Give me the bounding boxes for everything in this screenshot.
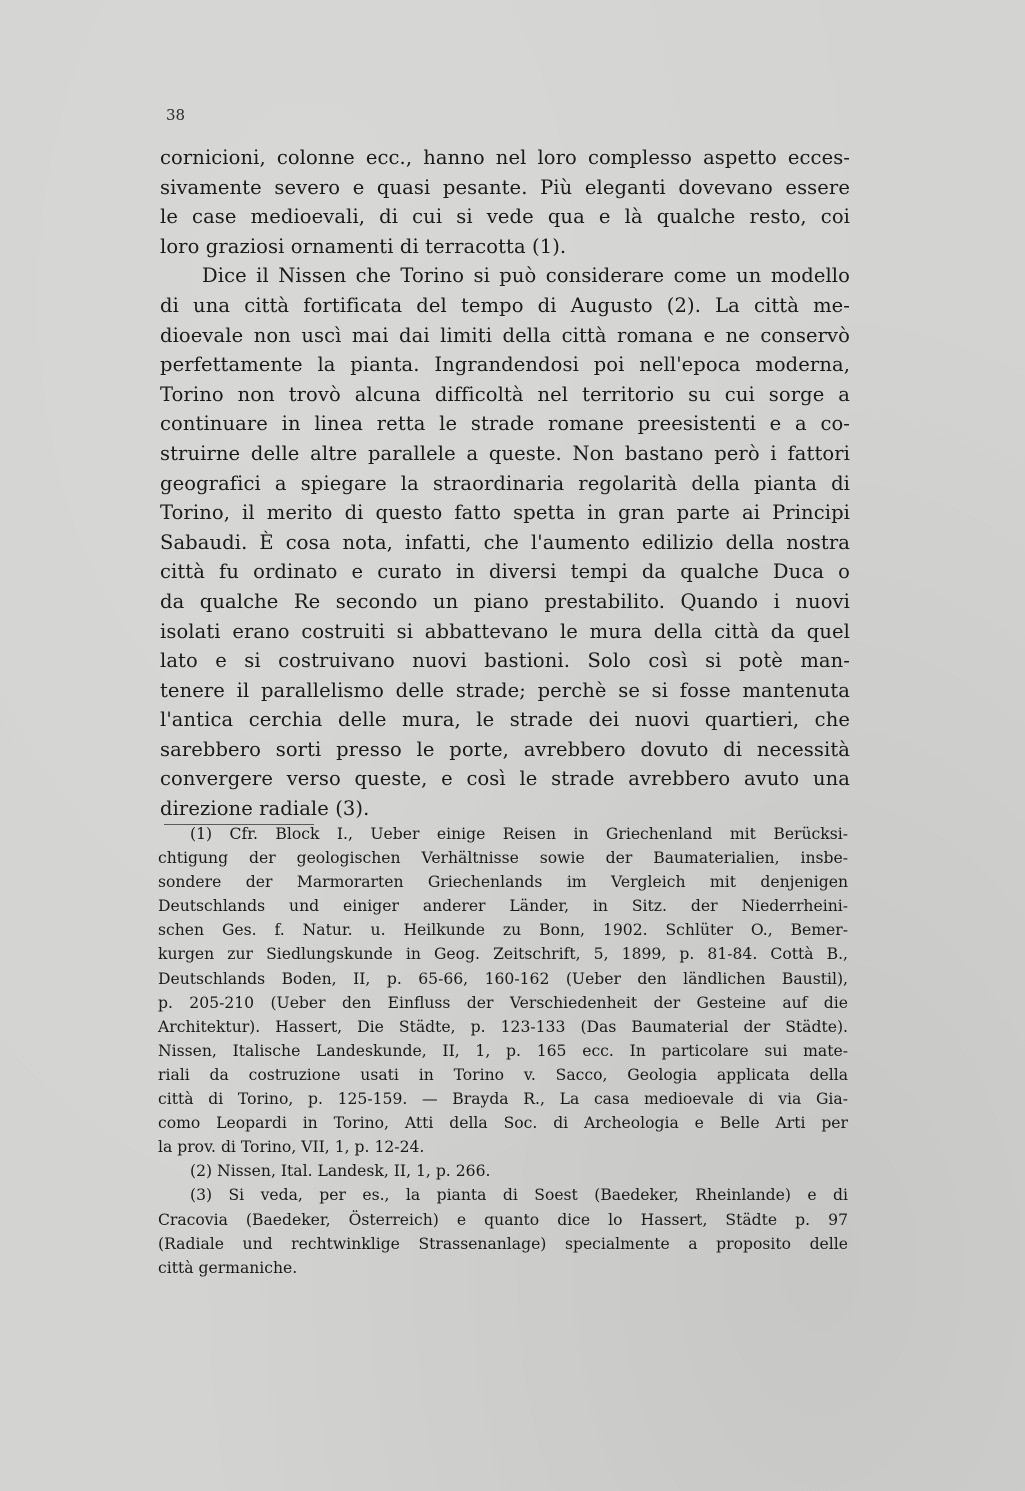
page-number: 38 (166, 106, 186, 124)
footnote-line: (Radiale und rechtwinklige Strassenanlage) specialmente a proposito delle (158, 1234, 848, 1253)
body-line: Sabaudi. È cosa nota, infatti, che l'aumento edilizio della nostra (160, 530, 850, 554)
body-line: sivamente severo e quasi pesante. Più eleganti dovevano essere (160, 175, 850, 199)
footnote-line: la prov. di Torino, VII, 1, p. 12-24. (158, 1138, 425, 1157)
body-line: sarebbero sorti presso le porte, avrebbero dovuto di necessità (160, 737, 850, 761)
body-line: direzione radiale (3). (160, 797, 370, 821)
footnote-line: Cracovia (Baedeker, Österreich) e quanto dice lo Hassert, Städte p. 97 (158, 1210, 848, 1229)
body-text (160, 143, 850, 824)
footnote-line: p. 205-210 (Ueber den Einfluss der Verschiedenheit der Gesteine auf die (158, 993, 848, 1012)
body-line: convergere verso queste, e così le strade avrebbero avuto una (160, 767, 850, 791)
footnote-line: Deutschlands Boden, II, p. 65-66, 160-162 (Ueber den ländlichen Baustil), (158, 969, 848, 988)
body-line: città fu ordinato e curato in diversi tempi da qualche Duca o (160, 560, 850, 584)
body-line: continuare in linea retta le strade romane preesistenti e a co- (160, 412, 850, 436)
footnote-line: Nissen, Italische Landeskunde, II, 1, p. 165 ecc. In particolare sui mate- (158, 1041, 848, 1060)
footnote-line: kurgen zur Siedlungskunde in Geog. Zeitschrift, 5, 1899, p. 81-84. Cottà B., (158, 945, 848, 964)
body-line: di una città fortificata del tempo di Augusto (2). La città me- (160, 293, 850, 317)
body-line: perfettamente la pianta. Ingrandendosi poi nell'epoca moderna, (160, 353, 850, 377)
body-line: dioevale non uscì mai dai limiti della città romana e ne conservò (160, 323, 850, 347)
body-line: isolati erano costruiti si abbattevano le mura della città da quel (160, 619, 850, 643)
body-line: Torino non trovò alcuna difficoltà nel territorio su cui sorge a (160, 382, 850, 406)
footnotes (158, 822, 848, 1280)
footnote-line: sondere der Marmorarten Griechenlands im Vergleich mit denjenigen (158, 873, 848, 892)
body-line: cornicioni, colonne ecc., hanno nel loro complesso aspetto ecces- (160, 146, 850, 169)
footnote-line: città di Torino, p. 125-159. — Brayda R., La casa medioevale di via Gia- (158, 1090, 848, 1109)
body-line: geografici a spiegare la straordinaria regolarità della pianta di (160, 471, 850, 495)
body-line: l'antica cerchia delle mura, le strade dei nuovi quartieri, che (160, 708, 850, 732)
body-line: Torino, il merito di questo fatto spetta in gran parte ai Principi (160, 501, 850, 525)
body-line: Dice il Nissen che Torino si può considerare come un modello (202, 264, 850, 288)
body-line: tenere il parallelismo delle strade; perchè se si fosse mantenuta (160, 678, 850, 702)
footnote-line: Architektur). Hassert, Die Städte, p. 123-133 (Das Baumaterial der Städte). (158, 1017, 848, 1036)
footnote-line: (2) Nissen, Ital. Landesk, II, 1, p. 266. (190, 1162, 491, 1181)
body-line: loro graziosi ornamenti di terracotta (1). (160, 234, 567, 258)
footnote-line: riali da costruzione usati in Torino v. Sacco, Geologia applicata della (158, 1065, 848, 1084)
footnote-line: schen Ges. f. Natur. u. Heilkunde zu Bonn, 1902. Schlüter O., Bemer- (158, 921, 848, 940)
footnote-line: (1) Cfr. Block I., Ueber einige Reisen in Griechenland mit Berücksi- (190, 825, 848, 843)
footnote-line: (3) Si veda, per es., la pianta di Soest (Baedeker, Rheinlande) e di (190, 1186, 848, 1205)
body-line: lato e si costruivano nuovi bastioni. Solo così si potè man- (160, 649, 850, 673)
body-line: le case medioevali, di cui si vede qua e là qualche resto, coi (160, 205, 850, 229)
body-line: da qualche Re secondo un piano prestabilito. Quando i nuovi (160, 589, 850, 613)
body-line: struirne delle altre parallele a queste. Non bastano però i fattori (160, 441, 850, 465)
footnote-line: città germaniche. (158, 1258, 298, 1277)
footnote-line: como Leopardi in Torino, Atti della Soc. di Archeologia e Belle Arti per (158, 1114, 848, 1133)
footnote-line: chtigung der geologischen Verhältnisse sowie der Baumaterialien, insbe- (158, 849, 848, 868)
footnote-line: Deutschlands und einiger anderer Länder, in Sitz. der Niederrheini- (158, 897, 848, 916)
